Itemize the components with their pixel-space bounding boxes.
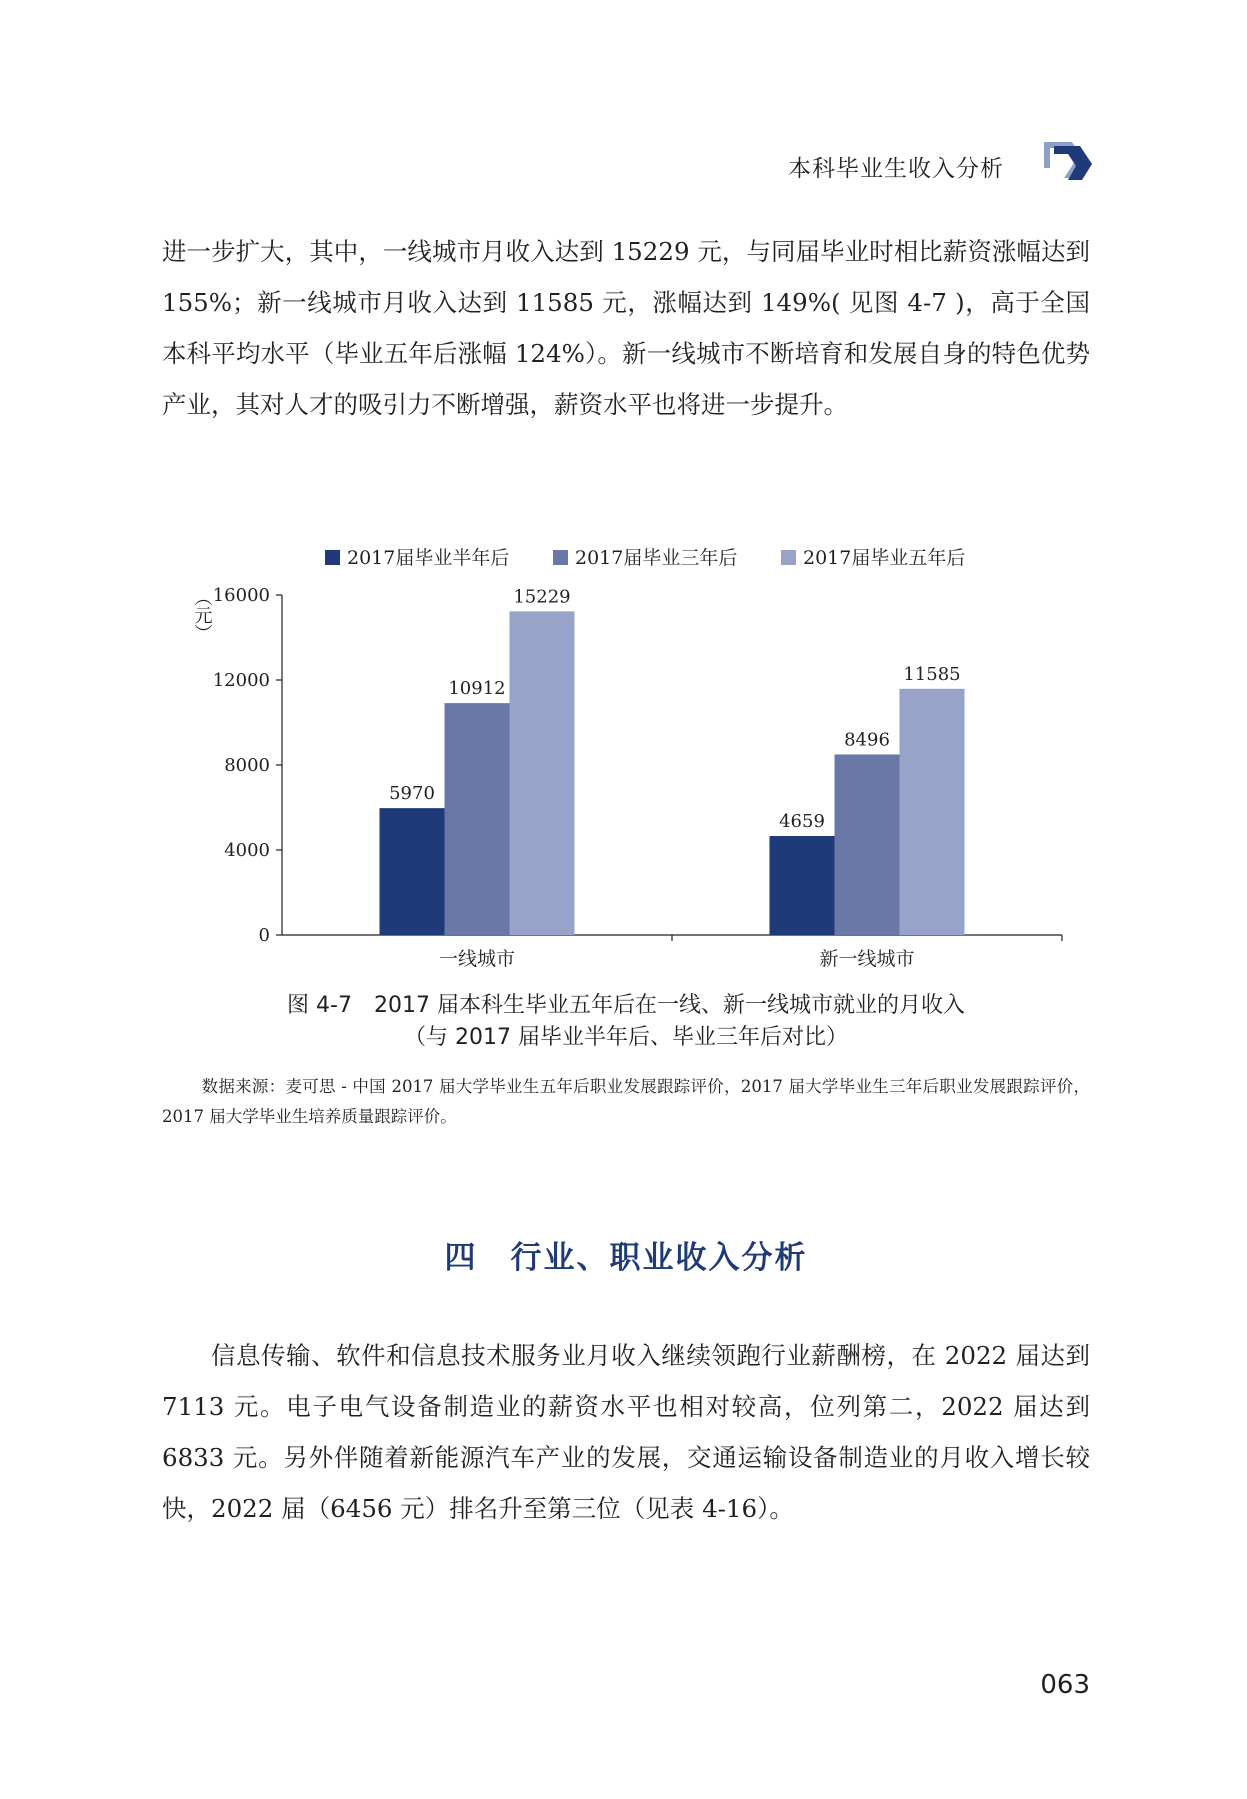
x-category-label: 一线城市: [438, 948, 516, 970]
figure-caption: [162, 990, 1090, 1054]
data-source-note: 数据来源：麦可思 - 中国 2017 届大学毕业生五年后职业发展跟踪评价，2017 届大学毕业生三年后职业发展跟踪评价，2017 届大学毕业生培养质量跟踪评价。: [162, 1077, 1090, 1126]
legend-swatch-1: [325, 550, 340, 565]
bar-3-2: [900, 689, 965, 935]
y-tick-label: 16000: [212, 585, 270, 606]
bar-2-1: [445, 703, 510, 935]
y-axis-label: （元）: [191, 588, 213, 642]
bar-1-2: [770, 836, 835, 935]
running-header-title: 本科毕业生收入分析: [788, 156, 1004, 182]
chapter-arrow-icon: [1042, 136, 1098, 184]
figure-caption-line-2: （与 2017 届毕业半年后、毕业三年后对比）: [404, 1025, 848, 1050]
legend-label-1: 2017届毕业半年后: [347, 547, 510, 569]
figure-caption-line-1: 图 4-7 2017 届本科生毕业五年后在一线、新一线城市就业的月收入: [287, 993, 965, 1018]
page-number: 063: [1040, 1670, 1090, 1700]
legend-swatch-3: [781, 550, 796, 565]
y-tick-label: 12000: [212, 670, 270, 691]
y-tick-label: 0: [258, 925, 270, 946]
bar-value-label: 15229: [513, 586, 571, 608]
section-heading: 四 行业、职业收入分析: [444, 1240, 808, 1276]
bar-value-label: 8496: [844, 729, 890, 751]
legend-swatch-2: [553, 550, 568, 565]
body-paragraph-1: 进一步扩大，其中，一线城市月收入达到 15229 元，与同届毕业时相比薪资涨幅达到155%；新一线城市月收入达到 11585 元，涨幅达到 149%( 见图 4-7 )，高于全国本科平均水平（毕业五年后涨幅 124%）。新一线城市不断培育和发展自身的特色优势产业，其对人才的吸引力不断增强，薪资水平也将进一步提升。: [162, 237, 1090, 419]
bar-1-1: [380, 808, 445, 935]
bar-2-2: [835, 754, 900, 935]
y-tick-label: 4000: [224, 840, 270, 861]
x-category-label: 新一线城市: [819, 948, 915, 970]
bar-value-label: 10912: [448, 678, 506, 700]
bar-3-1: [510, 611, 575, 935]
body-paragraph-2: 信息传输、软件和信息技术服务业月收入继续领跑行业薪酬榜，在 2022 届达到 7113 元。电子电气设备制造业的薪资水平也相对较高，位列第二，2022 届达到 6833 元。另外伴随着新能源汽车产业的发展，交通运输设备制造业的月收入增长较快，2022 届（6456 元）排名升至第三位（见表 4-16）。: [162, 1341, 1090, 1523]
y-tick-label: 8000: [224, 755, 270, 776]
legend-label-3: 2017届毕业五年后: [803, 547, 966, 569]
running-header: [760, 148, 1160, 198]
bar-value-label: 4659: [779, 810, 825, 832]
income-bar-chart: [180, 535, 1080, 975]
bar-value-label: 5970: [389, 783, 435, 805]
legend-label-2: 2017届毕业三年后: [575, 547, 738, 569]
bar-value-label: 11585: [903, 663, 961, 685]
